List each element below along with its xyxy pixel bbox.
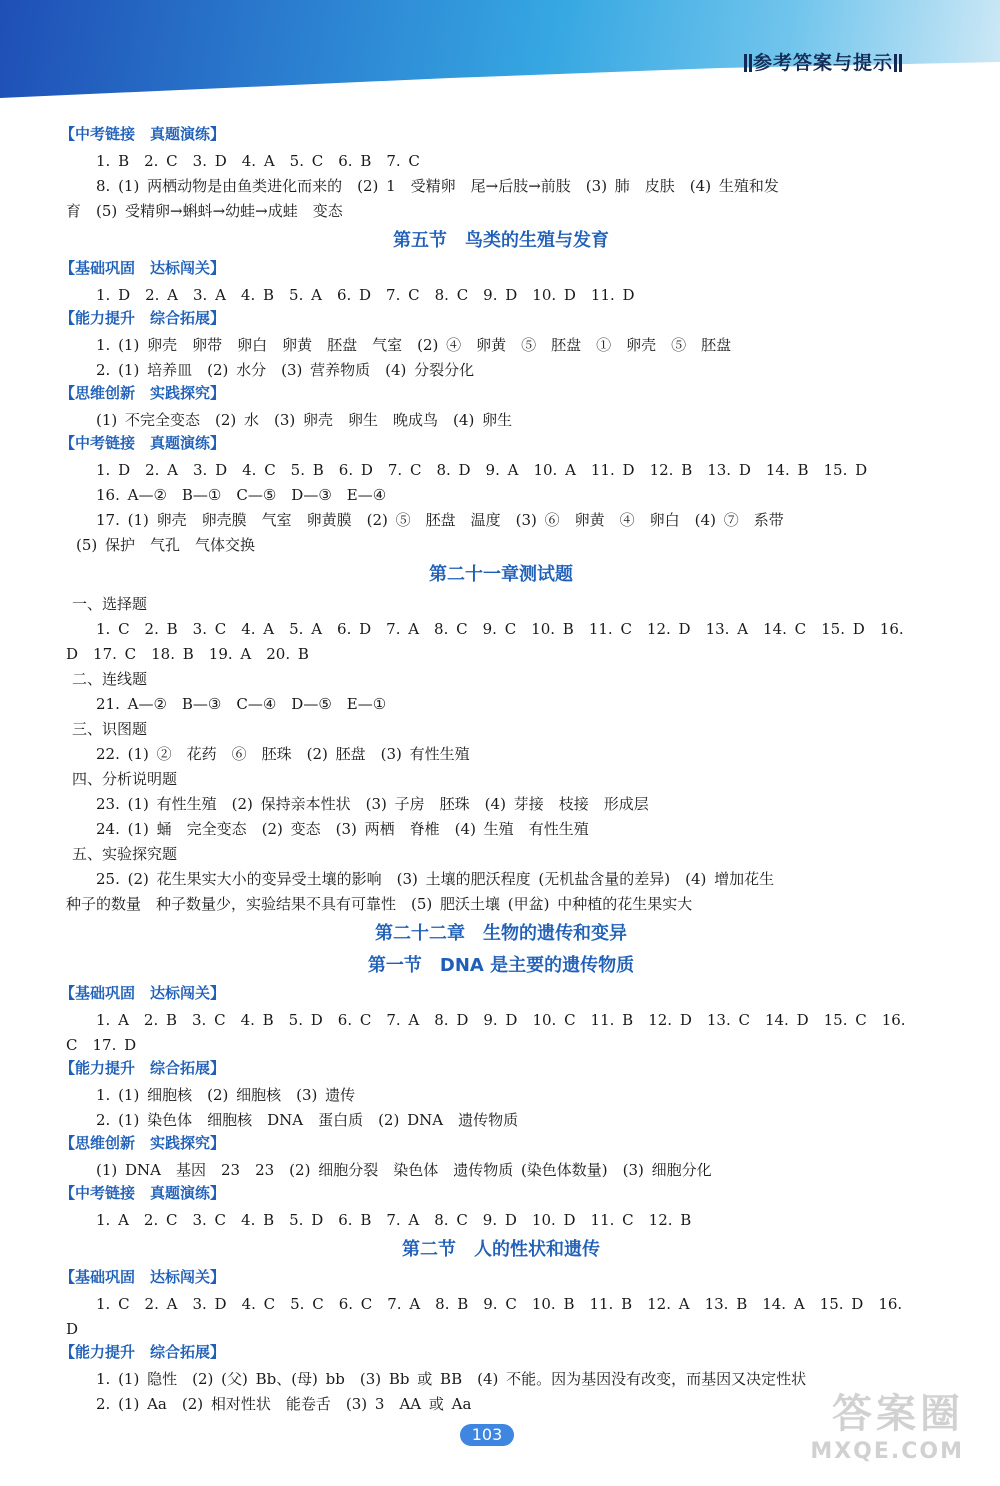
answer-line: 2. (1) Aa (2) 相对性状 能卷舌 (3) 3 AA 或 Aa xyxy=(96,1395,472,1413)
watermark-top: 答案圈 xyxy=(832,1391,964,1437)
watermark-bottom: MXQE.COM xyxy=(810,1439,964,1464)
section-tag: 【基础巩固 达标闯关】 xyxy=(60,259,226,277)
answer-line: 23. (1) 有性生殖 (2) 保持亲本性状 (3) 子房 胚珠 (4) 芽接 枝接 形成层 xyxy=(96,795,649,813)
page-number: 103 xyxy=(460,1424,514,1446)
section-tag: 【基础巩固 达标闯关】 xyxy=(60,984,226,1002)
answer-line: 1. D 2. A 3. D 4. C 5. B 6. D 7. C 8. D 9. A 10. A 11. D 12. B 13. D 14. B 15. D xyxy=(96,461,868,479)
section-tag: 【能力提升 综合拓展】 xyxy=(60,1343,226,1361)
section-heading: 第五节 鸟类的生殖与发育 xyxy=(393,230,609,251)
answer-content xyxy=(60,124,936,1417)
section-tag: 【基础巩固 达标闯关】 xyxy=(60,1268,226,1286)
answer-line: (1) 不完全变态 (2) 水 (3) 卵壳 卵生 晚成鸟 (4) 卵生 xyxy=(96,411,513,429)
answer-line: D xyxy=(66,1320,79,1338)
answer-line: 种子的数量 种子数量少，实验结果不具有可靠性 (5) 肥沃土壤 (甲盆) 中种植的花生果实大 xyxy=(66,895,693,913)
section-tag: 【中考链接 真题演练】 xyxy=(60,434,226,452)
watermark-logo xyxy=(794,1392,964,1476)
answer-line: 1. (1) 卵壳 卵带 卵白 卵黄 胚盘 气室 (2) ④ 卵黄 ⑤ 胚盘 ① 卵壳 ⑤ 胚盘 xyxy=(96,336,732,354)
answer-line: 2. (1) 染色体 细胞核 DNA 蛋白质 (2) DNA 遗传物质 xyxy=(96,1111,519,1129)
section-tag: 【能力提升 综合拓展】 xyxy=(60,1059,226,1077)
answer-line: 24. (1) 蛹 完全变态 (2) 变态 (3) 两栖 脊椎 (4) 生殖 有性生殖 xyxy=(96,820,589,838)
answer-line: 育 (5) 受精卵→蝌蚪→幼蛙→成蛙 变态 xyxy=(66,202,343,220)
answer-line: 16. A—② B—① C—⑤ D—③ E—④ xyxy=(96,486,387,504)
answer-line: (5) 保护 气孔 气体交换 xyxy=(76,536,256,554)
question-type-heading: 三、识图题 xyxy=(72,720,148,738)
question-type-heading: 一、选择题 xyxy=(72,595,148,613)
answer-line: (1) DNA 基因 23 23 (2) 细胞分裂 染色体 遗传物质 (染色体数量) (3) 细胞分化 xyxy=(96,1161,712,1179)
answer-line: 17. (1) 卵壳 卵壳膜 气室 卵黄膜 (2) ⑤ 胚盘 温度 (3) ⑥ 卵黄 ④ 卵白 (4) ⑦ 系带 xyxy=(96,511,784,529)
answer-line: 1. D 2. A 3. A 4. B 5. A 6. D 7. C 8. C 9. D 10. D 11. D xyxy=(96,286,635,304)
answer-line: 8. (1) 两栖动物是由鱼类进化而来的 (2) 1 受精卵 尾→后肢→前肢 (3) 肺 皮肤 (4) 生殖和发 xyxy=(96,177,779,195)
section-heading: 第一节 DNA 是主要的遗传物质 xyxy=(367,955,635,976)
answer-line: 1. (1) 细胞核 (2) 细胞核 (3) 遗传 xyxy=(96,1086,356,1104)
answer-line: D 17. C 18. B 19. A 20. B xyxy=(66,645,309,663)
question-type-heading: 二、连线题 xyxy=(72,670,148,688)
answer-line: 1. A 2. C 3. C 4. B 5. D 6. B 7. A 8. C 9. D 10. D 11. C 12. B xyxy=(96,1211,692,1229)
answer-line: 1. (1) 隐性 (2) (父) Bb、(母) bb (3) Bb 或 BB (4) 不能。因为基因没有改变，而基因又决定性状 xyxy=(96,1370,807,1388)
header-title: 参考答案与提示 xyxy=(738,48,908,75)
section-heading: 第二十一章测试题 xyxy=(429,564,573,585)
question-type-heading: 五、实验探究题 xyxy=(72,845,178,863)
answer-line: 1. B 2. C 3. D 4. A 5. C 6. B 7. C xyxy=(96,152,420,170)
answer-line: C 17. D xyxy=(66,1036,137,1054)
section-tag: 【中考链接 真题演练】 xyxy=(60,1184,226,1202)
answer-line: 1. C 2. A 3. D 4. C 5. C 6. C 7. A 8. B 9. C 10. B 11. B 12. A 13. B 14. A 15. D 16. xyxy=(96,1295,903,1313)
answer-line: 21. A—② B—③ C—④ D—⑤ E—① xyxy=(96,695,387,713)
answer-line: 1. A 2. B 3. C 4. B 5. D 6. C 7. A 8. D 9. D 10. C 11. B 12. D 13. C 14. D 15. C 16. xyxy=(96,1011,906,1029)
question-type-heading: 四、分析说明题 xyxy=(72,770,178,788)
section-tag: 【思维创新 实践探究】 xyxy=(60,384,226,402)
answer-line: 1. C 2. B 3. C 4. A 5. A 6. D 7. A 8. C 9. C 10. B 11. C 12. D 13. A 14. C 15. D 16. xyxy=(96,620,904,638)
section-tag: 【思维创新 实践探究】 xyxy=(60,1134,226,1152)
section-tag: 【中考链接 真题演练】 xyxy=(60,125,226,143)
answer-line: 2. (1) 培养皿 (2) 水分 (3) 营养物质 (4) 分裂分化 xyxy=(96,361,475,379)
answer-line: 22. (1) ② 花药 ⑥ 胚珠 (2) 胚盘 (3) 有性生殖 xyxy=(96,745,470,763)
section-tag: 【能力提升 综合拓展】 xyxy=(60,309,226,327)
section-heading: 第二十二章 生物的遗传和变异 xyxy=(375,923,627,944)
section-heading: 第二节 人的性状和遗传 xyxy=(402,1239,600,1260)
answer-line: 25. (2) 花生果实大小的变异受土壤的影响 (3) 土壤的肥沃程度 (无机盐含量的差异) (4) 增加花生 xyxy=(96,870,775,888)
